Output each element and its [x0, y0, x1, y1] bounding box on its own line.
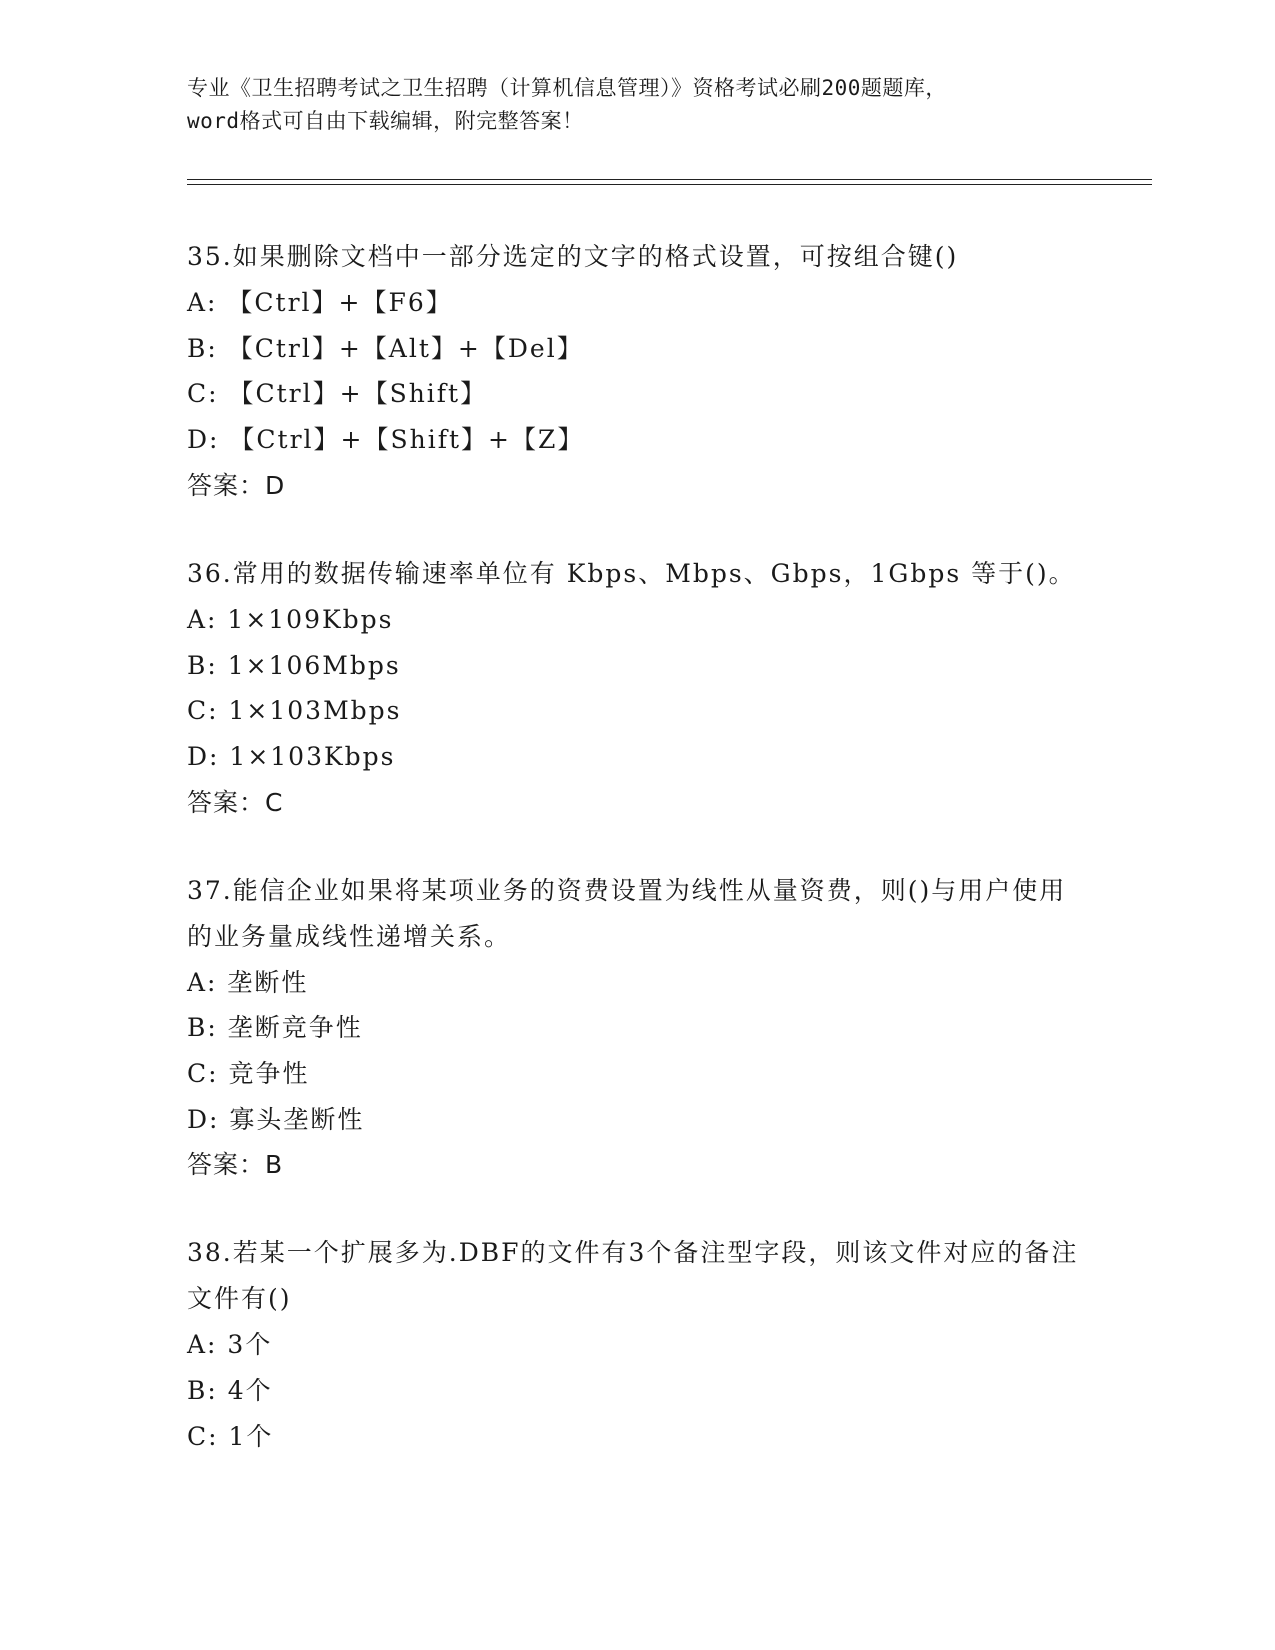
answer-line: 答案：C	[187, 787, 284, 817]
question-list	[187, 234, 1087, 1502]
option-b: B: 1×106Mbps	[187, 650, 401, 680]
option-c: C: 【Ctrl】+【Shift】	[187, 379, 488, 409]
question-37	[187, 868, 1087, 1189]
header-line-2: word格式可自由下载编辑，附完整答案！	[187, 109, 584, 133]
option-d: D: 1×103Kbps	[187, 741, 396, 771]
question-stem: 37.能信企业如果将某项业务的资费设置为线性从量资费，则()与用户使用的业务量成线性递增关系。	[187, 875, 1067, 951]
option-a: A: 垄断性	[187, 967, 309, 997]
header-divider-bottom	[187, 184, 1152, 185]
option-d: D: 寡头垄断性	[187, 1104, 365, 1134]
document-header	[187, 72, 1087, 138]
question-stem: 36.常用的数据传输速率单位有 Kbps、Mbps、Gbps，1Gbps 等于()。	[187, 558, 1076, 588]
answer-line: 答案：D	[187, 470, 286, 500]
option-b: B: 【Ctrl】+【Alt】+【Del】	[187, 333, 584, 363]
answer-line: 答案：B	[187, 1150, 284, 1180]
question-36	[187, 551, 1087, 826]
option-a: A: 【Ctrl】+【F6】	[187, 288, 453, 317]
header-divider-top	[187, 179, 1152, 180]
option-a: A: 3个	[187, 1330, 273, 1360]
option-b: B: 4个	[187, 1376, 273, 1406]
option-c: C: 1×103Mbps	[187, 696, 402, 726]
header-line-1: 专业《卫生招聘考试之卫生招聘（计算机信息管理）》资格考试必刷200题题库，	[187, 76, 947, 100]
option-a: A: 1×109Kbps	[187, 604, 394, 634]
question-38	[187, 1230, 1087, 1459]
option-d: D: 【Ctrl】+【Shift】+【Z】	[187, 425, 585, 455]
option-c: C: 1个	[187, 1421, 274, 1451]
question-35	[187, 234, 1087, 509]
question-stem: 38.若某一个扩展多为.DBF的文件有3个备注型字段，则该文件对应的备注文件有()	[187, 1238, 1079, 1314]
option-c: C: 竞争性	[187, 1059, 310, 1089]
question-stem: 35.如果删除文档中一部分选定的文字的格式设置，可按组合键()	[187, 242, 959, 271]
option-b: B: 垄断竞争性	[187, 1013, 363, 1043]
